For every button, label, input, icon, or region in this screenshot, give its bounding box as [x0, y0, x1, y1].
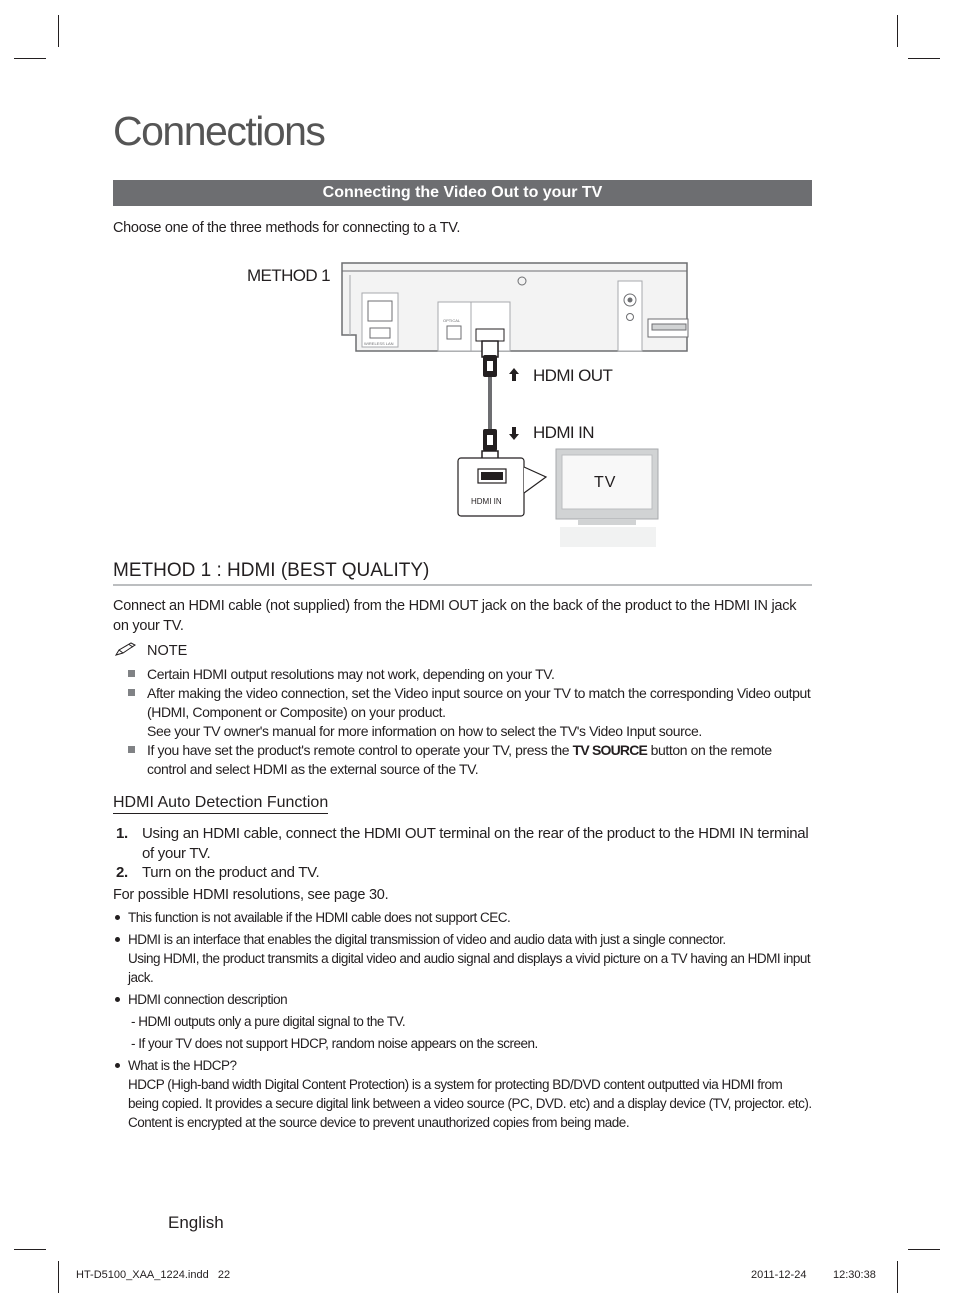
note-item: After making the video connection, set the Video input source on your TV to match the corresponding Video output (HDMI, Component or Composite) on your product. See your TV owner's manual for more information on how to select the TV's Video Input source. [128, 684, 814, 741]
crop-mark [58, 15, 59, 47]
hdmi-out-label: HDMI OUT [533, 366, 613, 385]
down-arrow-icon [509, 427, 519, 440]
hdmi-in-label: HDMI IN [533, 423, 594, 442]
step-item: 1. Using an HDMI cable, connect the HDMI OUT terminal on the rear of the product to the HDMI IN terminal of your TV. [116, 825, 809, 862]
list-item: What is the HDCP? HDCP (High-band width Digital Content Protection) is a system for protecting BD/DVD content outputted via HDMI from being copied. It provides a secure digital link between a video source (PC, DVD. etc) and a display device (TV, projector. etc). Content is encrypted at the source device to prevent unauthorized copies from being made. [113, 1056, 812, 1132]
note-item: If you have set the product's remote control to operate your TV, press the TV SOURCE button on the remote control and select HDMI as the external source of the TV. [128, 741, 814, 779]
crop-mark [14, 58, 46, 59]
optical-label: OPTICAL [443, 318, 461, 323]
note-header [114, 641, 187, 659]
page-title: Connections [113, 108, 325, 154]
method-label: METHOD 1 [247, 266, 331, 285]
note-item: Certain HDMI output resolutions may not work, depending on your TV. [128, 665, 814, 684]
method-body: Connect an HDMI cable (not supplied) from the HDMI OUT jack on the back of the product to the HDMI IN jack on your TV. [113, 598, 797, 634]
info-list [113, 908, 812, 1132]
pencil-icon [114, 641, 138, 657]
hdmi-cable [482, 341, 498, 465]
crop-mark [58, 1261, 59, 1293]
hdmi-in-jack-callout [458, 458, 546, 516]
footer-language: English [168, 1213, 224, 1232]
step-item: 2. Turn on the product and TV. [116, 864, 320, 881]
tv-label: TV [594, 474, 617, 491]
up-arrow-icon [509, 368, 519, 381]
footer-file-name: HT-D5100_XAA_1224.indd 22 [76, 1269, 231, 1281]
note-list [128, 665, 814, 779]
crop-mark [897, 15, 898, 47]
product-back-panel [342, 263, 688, 351]
crop-mark [897, 1261, 898, 1293]
crop-mark [908, 1249, 940, 1250]
hdmi-in-jack-label: HDMI IN [471, 497, 502, 506]
list-item: HDMI is an interface that enables the digital transmission of video and audio data with just a single connector. Using HDMI, the product transmits a digital video and audio signal and displays a vivid picture on a TV having an HDMI input jack. [113, 930, 812, 987]
method-heading: METHOD 1 : HDMI (BEST QUALITY) [113, 560, 812, 586]
tv-icon [556, 449, 658, 547]
resolutions-text: For possible HDMI resolutions, see page 30. [113, 887, 389, 903]
crop-mark [14, 1249, 46, 1250]
steps-list [113, 824, 812, 883]
note-label: NOTE [147, 643, 188, 659]
footer-time: 12:30:38 [833, 1269, 876, 1281]
intro-text: Choose one of the three methods for connecting to a TV. [113, 220, 461, 236]
crop-mark [908, 58, 940, 59]
tv-source-button-label: TV SOURCE [572, 742, 648, 758]
wireless-lan-label: WIRELESS LAN [364, 341, 394, 346]
list-item: HDMI connection description - HDMI outputs only a pure digital signal to the TV. - If your TV does not support HDCP, random noise appears on the screen. [113, 990, 812, 1053]
connection-diagram [330, 255, 730, 555]
list-item: This function is not available if the HDMI cable does not support CEC. [113, 908, 812, 927]
footer-date: 2011-12-24 [751, 1269, 807, 1281]
section-title: Connecting the Video Out to your TV [113, 180, 812, 206]
subsection-title: HDMI Auto Detection Function [113, 794, 328, 814]
